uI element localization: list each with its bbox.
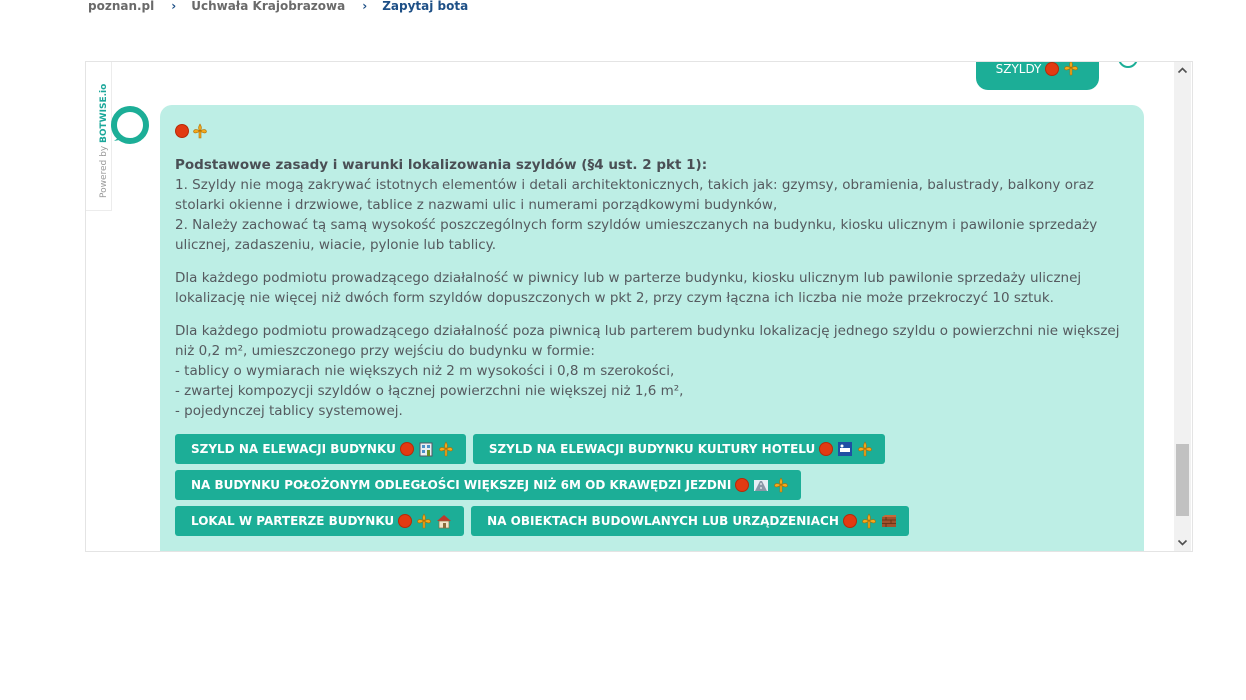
chevron-right-icon: › bbox=[362, 0, 368, 13]
scroll-up-arrow-icon[interactable] bbox=[1174, 62, 1191, 79]
quick-reply-label: SZYLD NA ELEWACJI BUDYNKU bbox=[191, 442, 396, 456]
user-message-text: SZYLDY bbox=[995, 62, 1042, 76]
red-circle-icon bbox=[819, 442, 833, 456]
bot-message-paragraph bbox=[175, 155, 1128, 255]
quick-reply-row bbox=[175, 470, 1128, 500]
fleur-de-lis-icon bbox=[438, 441, 454, 457]
house-icon bbox=[436, 513, 452, 529]
red-circle-icon bbox=[843, 514, 857, 528]
red-circle-icon bbox=[398, 514, 412, 528]
red-circle-icon bbox=[1045, 62, 1059, 76]
breadcrumb bbox=[88, 0, 468, 15]
powered-by-badge[interactable] bbox=[86, 62, 112, 211]
quick-reply-obiekty-budowlane[interactable] bbox=[471, 506, 909, 536]
quick-reply-row bbox=[175, 434, 1128, 464]
quick-reply-label: NA BUDYNKU POŁOŻONYM ODLEGŁOŚCI WIĘKSZEJ NIŻ 6M OD KRAWĘDZI JEZDNI bbox=[191, 478, 732, 492]
road-icon bbox=[753, 477, 769, 493]
breadcrumb-link-uchwala[interactable]: Uchwała Krajobrazowa bbox=[191, 0, 346, 13]
red-circle-icon bbox=[735, 478, 749, 492]
hotel-icon bbox=[837, 441, 853, 457]
powered-by-prefix: Powered by bbox=[99, 142, 109, 198]
bot-message-heading: Podstawowe zasady i warunki lokalizowania szyldów (§4 ust. 2 pkt 1): bbox=[175, 157, 708, 173]
quick-reply-label: NA OBIEKTACH BUDOWLANYCH LUB URZĄDZENIACH bbox=[487, 514, 839, 528]
bricks-icon bbox=[881, 513, 897, 529]
scrollbar-thumb[interactable] bbox=[1176, 444, 1189, 516]
fleur-de-lis-icon bbox=[861, 513, 877, 529]
form-intro: Dla każdego podmiotu prowadzącego działalność poza piwnicą lub parterem budynku lokalizację jednego szyldu o powierzchni nie większej niż 0,2 m², umieszczonego przy wejściu do budynku w formie: bbox=[175, 323, 1120, 359]
red-circle-icon bbox=[175, 124, 189, 138]
quick-reply-szyld-hotel[interactable] bbox=[473, 434, 885, 464]
form-item: - tablicy o wymiarach nie większych niż 2 m wysokości i 0,8 m szerokości, bbox=[175, 363, 675, 379]
user-message-bubble bbox=[976, 61, 1099, 90]
rule-line-1: 1. Szyldy nie mogą zakrywać istotnych elementów i detali architektonicznych, takich jak: gzymsy, obramienia, balustrady, balkony oraz stolarki okienne i drzwiowe, tablice z nazwami ulic i numerami porządkowymi budynków, bbox=[175, 177, 1094, 213]
bot-message-paragraph-3 bbox=[175, 321, 1128, 421]
user-avatar-icon bbox=[1116, 61, 1140, 74]
office-building-icon bbox=[418, 441, 434, 457]
quick-reply-szyld-elewacja[interactable] bbox=[175, 434, 466, 464]
form-item: - pojedynczej tablicy systemowej. bbox=[175, 403, 403, 419]
form-item: - zwartej kompozycji szyldów o łącznej powierzchni nie większej niż 1,6 m², bbox=[175, 383, 684, 399]
fleur-de-lis-icon bbox=[857, 441, 873, 457]
chat-scrollbar[interactable] bbox=[1174, 62, 1191, 551]
rule-line-2: 2. Należy zachować tą samą wysokość poszczególnych form szyldów umieszczanych na budynku, kiosku ulicznym i pawilonie sprzedaży ulicznej, zadaszeniu, wiacie, pylonie lub tablicy. bbox=[175, 217, 1098, 253]
fleur-de-lis-icon bbox=[773, 477, 789, 493]
breadcrumb-link-poznan[interactable]: poznan.pl bbox=[88, 0, 155, 13]
bot-message-paragraph-2: Dla każdego podmiotu prowadzącego działalność w piwnicy lub w parterze budynku, kiosku ulicznym lub pawilonie sprzedaży ulicznej lokalizację nie więcej niż dwóch form szyldów dopuszczonych w pkt 2, przy czym łączna ich liczba nie może przekroczyć 10 sztuk. bbox=[175, 270, 1082, 306]
breadcrumb-current: Zapytaj bota bbox=[382, 0, 469, 13]
scroll-down-arrow-icon[interactable] bbox=[1174, 534, 1191, 551]
red-circle-icon bbox=[400, 442, 414, 456]
botwise-brand: BOTWISE.io bbox=[99, 83, 109, 143]
quick-reply-label: SZYLD NA ELEWACJI BUDYNKU KULTURY HOTELU bbox=[488, 442, 816, 456]
chevron-right-icon: › bbox=[171, 0, 177, 13]
fleur-de-lis-icon bbox=[416, 513, 432, 529]
chat-window bbox=[85, 61, 1193, 552]
fleur-de-lis-icon bbox=[192, 123, 208, 139]
bot-message-bubble bbox=[160, 105, 1144, 552]
quick-reply-row bbox=[175, 506, 1128, 536]
quick-reply-odleglosc-6m[interactable] bbox=[175, 470, 801, 500]
quick-reply-label: LOKAL W PARTERZE BUDYNKU bbox=[191, 514, 395, 528]
bot-avatar-icon bbox=[110, 105, 150, 145]
quick-reply-lokal-parter[interactable] bbox=[175, 506, 464, 536]
bot-message-emoji bbox=[175, 119, 1128, 143]
fleur-de-lis-icon bbox=[1063, 61, 1079, 76]
